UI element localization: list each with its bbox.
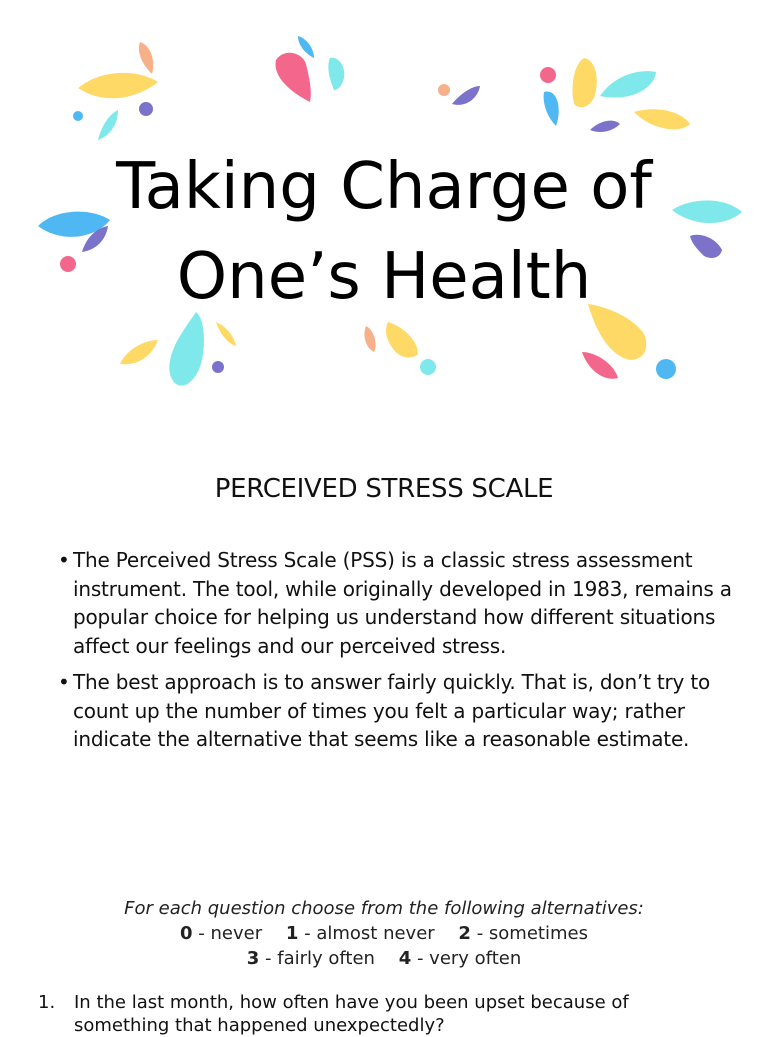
intro-bullet-list: [58, 546, 748, 762]
splash-drop: [120, 340, 158, 364]
splash-drop: [582, 352, 618, 379]
alternative-option: [286, 923, 435, 944]
option-value: 3: [246, 948, 260, 969]
option-value: 0: [180, 923, 193, 944]
bullet-item: • The best approach is to answer fairly quickly. That is, don’t try to count up the number of times you felt a particular way; rather indicate the alternative that seems like a reasonable estimate.: [58, 668, 748, 754]
option-label: - very often: [416, 948, 522, 969]
splash-drop: [276, 53, 311, 102]
splash-drop: [452, 86, 480, 105]
option-label: - fairly often: [265, 948, 375, 969]
splash-drop: [78, 73, 158, 98]
splash-drop: [600, 71, 656, 97]
alternative-option: [247, 948, 375, 969]
splash-drop: [386, 322, 418, 357]
splash-drop: [544, 92, 559, 126]
splash-drop: [364, 326, 375, 352]
splash-dot: [139, 102, 153, 116]
splash-dot: [540, 67, 556, 83]
alternatives-row-2: [0, 946, 768, 971]
alternative-option: [399, 948, 522, 969]
page-title: [0, 142, 768, 322]
splash-drop: [98, 110, 118, 140]
option-label: - sometimes: [476, 923, 588, 944]
alternatives-intro: For each question choose from the following alternatives:: [124, 898, 644, 919]
splash-drop: [139, 42, 153, 74]
splash-drop: [216, 322, 236, 346]
option-label: - never: [198, 923, 263, 944]
question-number: 1.: [38, 992, 56, 1013]
splash-drop: [169, 312, 204, 386]
option-value: 1: [285, 923, 299, 944]
page-title-line-1: Taking Charge of: [116, 150, 652, 224]
page-title-line-2: One’s Health: [176, 240, 592, 314]
hero-banner: [0, 0, 768, 400]
splash-dot: [420, 359, 436, 375]
answer-alternatives: [0, 896, 768, 971]
splash-drop: [572, 58, 596, 107]
option-label: - almost never: [304, 923, 435, 944]
alternatives-row-1: [0, 921, 768, 946]
splash-dot: [212, 361, 224, 373]
splash-drop: [634, 109, 690, 129]
splash-dot: [73, 111, 83, 121]
splash-drop: [590, 121, 620, 132]
splash-drop: [328, 58, 344, 90]
bullet-item: • The Perceived Stress Scale (PSS) is a classic stress assessment instrument. The tool, while originally developed in 1983, remains a popular choice for helping us understand how different situations affect our feelings and our perceived stress.: [58, 546, 748, 660]
alternative-option: [180, 923, 262, 944]
splash-drop: [298, 36, 314, 58]
option-value: 2: [458, 923, 471, 944]
question-item: [38, 991, 728, 1037]
option-value: 4: [398, 948, 412, 969]
alternative-option: [458, 923, 588, 944]
splash-dot: [656, 359, 676, 379]
question-text: In the last month, how often have you been upset because of something that happened unexpectedly?: [74, 992, 629, 1036]
section-title: PERCEIVED STRESS SCALE: [214, 474, 554, 504]
splash-dot: [438, 84, 450, 96]
